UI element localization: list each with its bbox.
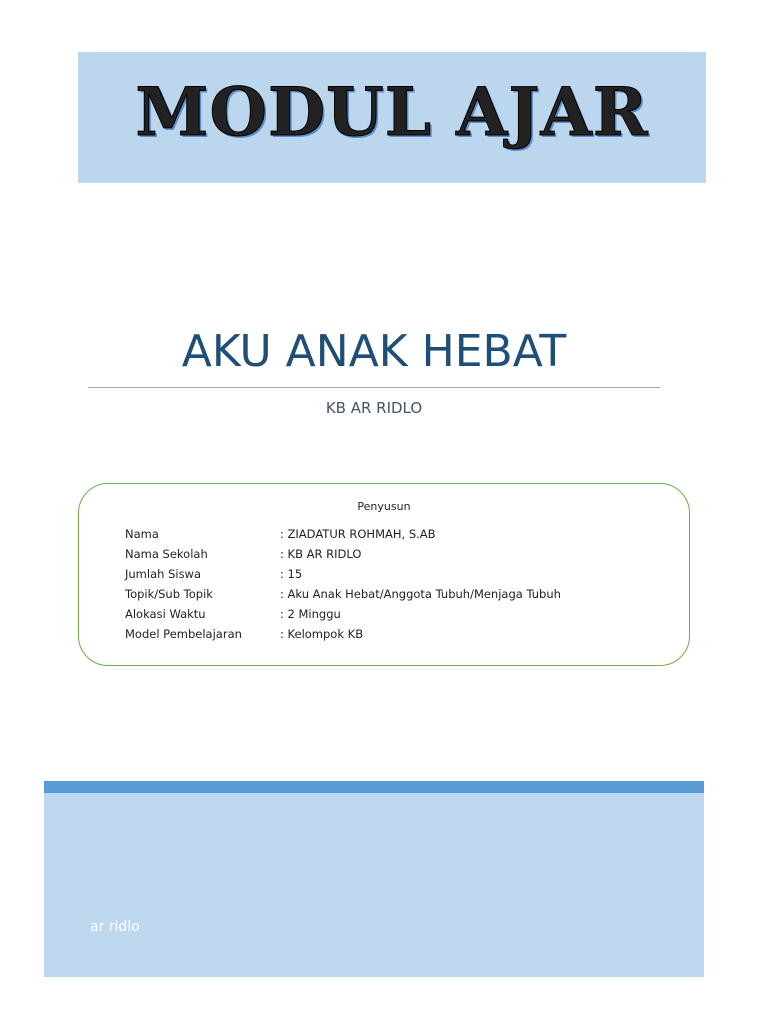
info-box-heading: Penyusun xyxy=(357,500,411,513)
info-label: Jumlah Siswa xyxy=(125,567,202,581)
subtitle-divider xyxy=(88,387,660,388)
info-value: : Kelompok KB xyxy=(280,627,364,641)
info-value: : KB AR RIDLO xyxy=(280,547,362,561)
info-label: Model Pembelajaran xyxy=(125,627,242,641)
info-value: : ZIADATUR ROHMAH, S.AB xyxy=(280,527,436,541)
info-value: : 15 xyxy=(280,567,303,581)
info-label: Topik/Sub Topik xyxy=(125,587,213,601)
footer-label: ar ridlo xyxy=(90,919,140,935)
info-value: : Aku Anak Hebat/Anggota Tubuh/Menjaga Tubuh xyxy=(280,587,561,601)
author-info-box xyxy=(78,483,690,666)
info-value: : 2 Minggu xyxy=(280,607,341,621)
info-label: Nama Sekolah xyxy=(125,547,208,561)
main-title: MODUL AJAR xyxy=(135,73,649,151)
info-label: Nama xyxy=(125,527,159,541)
footer-panel xyxy=(44,793,704,977)
footer-accent-strip xyxy=(44,781,704,793)
title-banner xyxy=(78,52,706,183)
school-name: KB AR RIDLO xyxy=(325,399,423,417)
document-subtitle: AKU ANAK HEBAT xyxy=(181,326,567,377)
info-label: Alokasi Waktu xyxy=(125,607,206,621)
